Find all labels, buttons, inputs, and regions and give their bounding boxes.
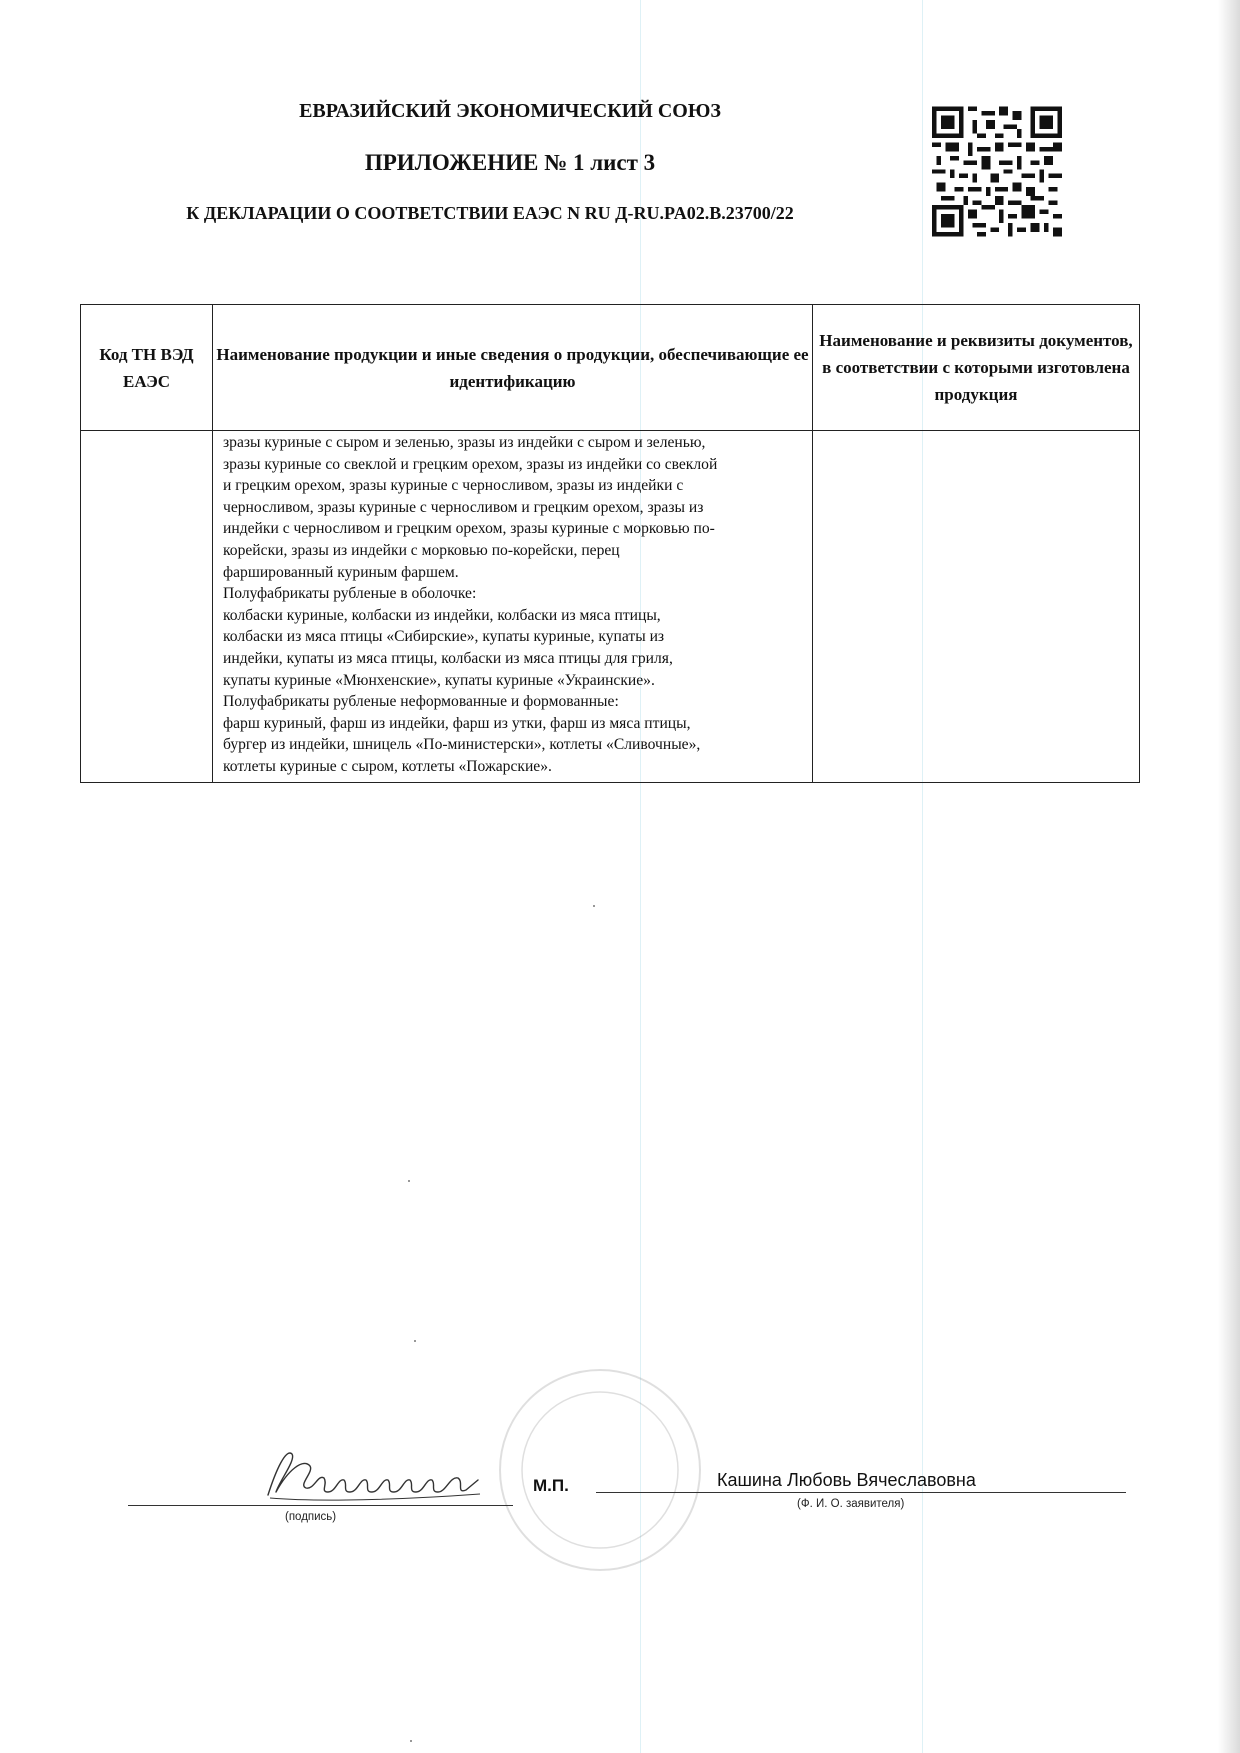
handwritten-signature [258,1440,488,1510]
qr-code-icon [932,103,1062,240]
applicant-name: Кашина Любовь Вячеславовна [717,1470,976,1490]
signature-block [0,1420,1240,1620]
description-line: колбаски куриные, колбаски из индейки, колбаски из мяса птицы, [223,606,661,624]
name-line [596,1492,1126,1493]
description-line: Полуфабрикаты рубленые неформованные и формованные: [223,693,619,711]
description-line: бургер из индейки, шницель «По-министерски», котлеты «Сливочные», [223,736,701,754]
appendix-heading: ПРИЛОЖЕНИЕ № 1 лист 3 [364,150,656,175]
product-description-cell [213,431,813,783]
signature-line [128,1505,513,1506]
stamp-icon [490,1360,710,1580]
description-line: Полуфабрикаты рубленые в оболочке: [223,585,477,603]
column-header-code: Код ТН ВЭД ЕАЭС [81,305,213,431]
description-line: и грецким орехом, зразы куриные с черносливом, зразы из индейки с [223,477,684,495]
description-line: черносливом, зразы куриные с черносливом и грецким орехом, зразы из [223,498,704,516]
description-line: зразы куриные с сыром и зеленью, зразы из индейки с сыром и зеленью, [223,434,706,451]
scan-speck [414,1340,416,1342]
description-line: купаты куриные «Мюнхенские», купаты куриные «Украинские». [223,671,655,689]
stamp-place-label: М.П. [533,1476,569,1495]
column-header-product: Наименование продукции и иные сведения о продукции, обеспечивающие ее идентификацию [213,305,813,431]
description-line: фарш куриный, фарш из индейки, фарш из утки, фарш из мяса птицы, [223,714,691,732]
column-header-documents: Наименование и реквизиты документов, в соответствии с которыми изготовлена продукция [813,305,1140,431]
description-line: фаршированный куриным фаршем. [223,563,459,581]
scan-speck [410,1740,412,1742]
description-line: индейки с черносливом и грецким орехом, зразы куриные с морковью по- [223,520,715,538]
name-caption: (Ф. И. О. заявителя) [797,1498,905,1510]
table-row [81,431,1140,783]
declaration-heading: К ДЕКЛАРАЦИИ О СООТВЕТСТВИИ ЕАЭС N RU Д-RU.PA02.B.23700/22 [186,203,794,223]
description-line: индейки, купаты из мяса птицы, колбаски из мяса птицы для гриля, [223,649,673,667]
signature-caption: (подпись) [285,1511,337,1523]
code-cell [81,431,213,783]
description-line: котлеты куриные с сыром, котлеты «Пожарские». [223,757,552,775]
product-table [80,304,1140,783]
description-line: корейски, зразы из индейки с морковью по-корейски, перец [223,541,620,559]
description-line: зразы куриные со свеклой и грецким орехом, зразы из индейки со свеклой [223,455,718,473]
union-heading: ЕВРАЗИЙСКИЙ ЭКОНОМИЧЕСКИЙ СОЮЗ [299,100,721,122]
description-line: колбаски из мяса птицы «Сибирские», купаты куриные, купаты из [223,628,665,646]
scan-speck [593,905,595,907]
documents-cell [813,431,1140,783]
table-header-row [81,305,1140,431]
scan-speck [408,1180,410,1182]
